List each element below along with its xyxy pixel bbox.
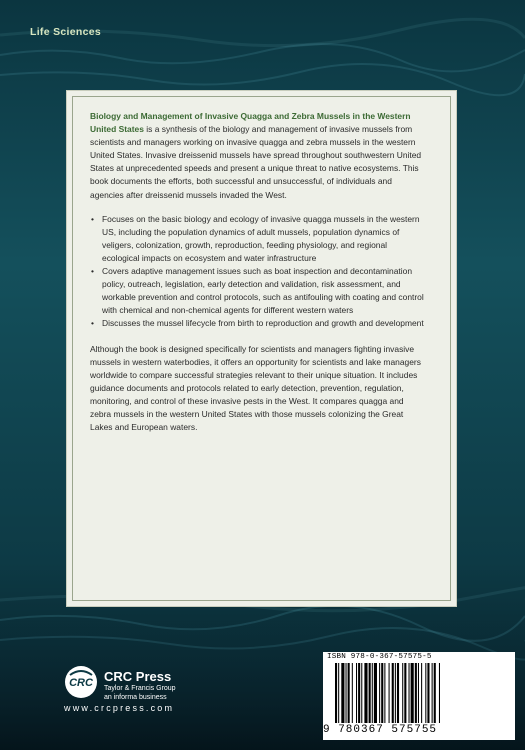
series-label: Life Sciences [30,26,102,38]
description-text [90,110,425,434]
publisher-group: Taylor & Francis Group [104,685,176,692]
barcode-bar [335,663,337,723]
barcode-bar [338,663,339,723]
intro-paragraph [90,110,425,202]
publisher-tagline: an informa business [104,694,167,701]
barcode-bar [384,663,385,723]
barcode-bar [432,663,433,723]
intro-text: is a synthesis of the biology and management of invasive mussels from scientists and managers working on invasive quagga and zebra mussels in the western United States. Invasive dreissenid mussels have spread throughout southwestern United States at unprecedented speeds and present a unique threat to native ecosystems. This book documents the efforts, both successful and unsuccessful, of individuals and agencies after dreissenid mussels invaded the West. [90,124,422,200]
bullet-icon: • [91,213,94,224]
isbn-barcode [323,652,515,740]
book-title: Biology and Management of Invasive Quagga and Zebra Mussels in the Western United States [90,111,411,135]
barcode-bar [392,663,394,723]
crc-logo-text: CRC [69,677,93,689]
closing-paragraph: Although the book is designed specifically for scientists and managers fighting invasive mussels in western waterbodies, it offers an opportunity for scientists and lake managers worldwide to compare successful strategies relevant to their unique situation. It includes guidance documents and protocols related to early detection, prevention, regulation, monitoring, and control of these invasive pests in the West. It compares quagga and zebra mussels in the western United States with those mussels colonizing the Great Lakes and European waters. [90,343,421,433]
barcode-bar [427,663,429,723]
isbn-text: ISBN 978-0-367-57575-5 [327,653,432,661]
barcode-bar [439,663,440,723]
barcode-bar [369,663,371,723]
barcode-bar [356,663,357,723]
barcode-bar [418,663,419,723]
barcode-bar [352,663,353,723]
bullet-icon: • [91,318,94,329]
feature-item: • Focuses on the basic biology and ecology of invasive quagga mussels in the western US, including the population dynamics of adult mussels, population dynamics of veligers, colonization, growth, reproduction, feeding physiology, and regional ecological impacts on ecosystem and water infrastructure [91,213,420,263]
barcode-bar [348,663,350,723]
barcode-bar [402,663,403,723]
barcode-bar [379,663,380,723]
barcode-bar [409,663,410,723]
barcode-bar [361,663,362,723]
barcode-bar [397,663,399,723]
publisher-name: CRC Press [104,669,172,684]
barcode-bars [323,663,515,723]
bullet-icon: • [91,266,94,277]
feature-item: • Covers adaptive management issues such as boat inspection and decontamination policy, outreach, legislation, early detection and validation, risk assessment, and workable prevention and control protocols, such as antifouling with coating and control with chemical and non-chemical agents for different western waters [91,266,424,316]
barcode-bar [389,663,390,723]
feature-item: • Discusses the mussel lifecycle from birth to reproduction and growth and development [90,317,425,330]
barcode-bar [358,663,360,723]
barcode-bar [425,663,426,723]
barcode-bar [421,663,422,723]
barcode-bar [434,663,436,723]
barcode-bar [395,663,396,723]
barcode-digits: 9 780367 575755 [323,724,438,736]
publisher-website: www.crcpress.com [64,703,175,713]
description-panel [66,90,457,607]
barcode-bar [346,663,347,723]
barcode-bar [374,663,377,723]
barcode-bar [364,663,367,723]
barcode-bar [411,663,414,723]
feature-list [90,213,425,331]
barcode-bar [341,663,344,723]
barcode-bar [372,663,373,723]
barcode-bar [381,663,383,723]
crc-logo-icon [64,665,98,699]
barcode-bar [404,663,406,723]
barcode-bar [415,663,417,723]
